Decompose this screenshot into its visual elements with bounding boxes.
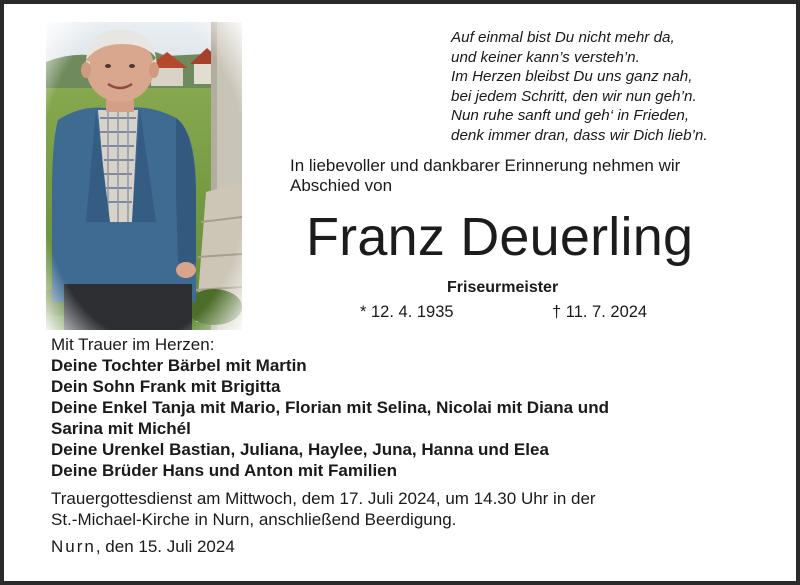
mourner-line: Dein Sohn Frank mit Brigitta	[51, 377, 281, 396]
intro-line: In liebevoller und dankbarer Erinnerung nehmen wir	[290, 156, 681, 175]
poem-line: Nun ruhe sanft und geh‘ in Frieden,	[451, 107, 690, 125]
service-line: Trauergottesdienst am Mittwoch, dem 17. Juli 2024, um 14.30 Uhr in der	[51, 489, 596, 508]
service-line: St.-Michael-Kirche in Nurn, anschließend Beerdigung.	[51, 510, 457, 529]
poem	[451, 28, 781, 146]
portrait-photo	[46, 22, 242, 330]
funeral-service-info	[51, 488, 771, 530]
mourner-line: Sarina mit Michél	[51, 419, 191, 438]
poem-line: Auf einmal bist Du nicht mehr da,	[451, 29, 675, 46]
birth-date: * 12. 4. 1935	[360, 303, 454, 321]
poem-line: Im Herzen bleibst Du uns ganz nah,	[451, 68, 693, 86]
mourners-heading: Mit Trauer im Herzen:	[51, 335, 215, 354]
deceased-profession: Friseurmeister	[447, 279, 559, 296]
mourner-line: Deine Enkel Tanja mit Mario, Florian mit Selina, Nicolai mit Diana und	[51, 398, 609, 417]
intro-line: Abschied von	[290, 176, 393, 195]
deceased-name: Franz Deuerling	[306, 207, 694, 267]
mourner-line: Deine Tochter Bärbel mit Martin	[51, 356, 307, 375]
place-date: , den 15. Juli 2024	[95, 537, 235, 556]
poem-line: denk immer dran, dass wir Dich lieb’n.	[451, 126, 708, 144]
intro-text	[290, 156, 770, 196]
place-and-date	[51, 537, 235, 557]
death-date: † 11. 7. 2024	[552, 303, 648, 321]
poem-line: bei jedem Schritt, den wir nun geh’n.	[451, 87, 697, 105]
mourner-line: Deine Brüder Hans und Anton mit Familien	[51, 461, 398, 480]
mourner-line: Deine Urenkel Bastian, Juliana, Haylee, Juna, Hanna und Elea	[51, 440, 549, 459]
mourners-list	[51, 334, 771, 481]
poem-line: und keiner kann’s versteh’n.	[451, 48, 640, 66]
place-city: Nurn	[51, 537, 96, 556]
